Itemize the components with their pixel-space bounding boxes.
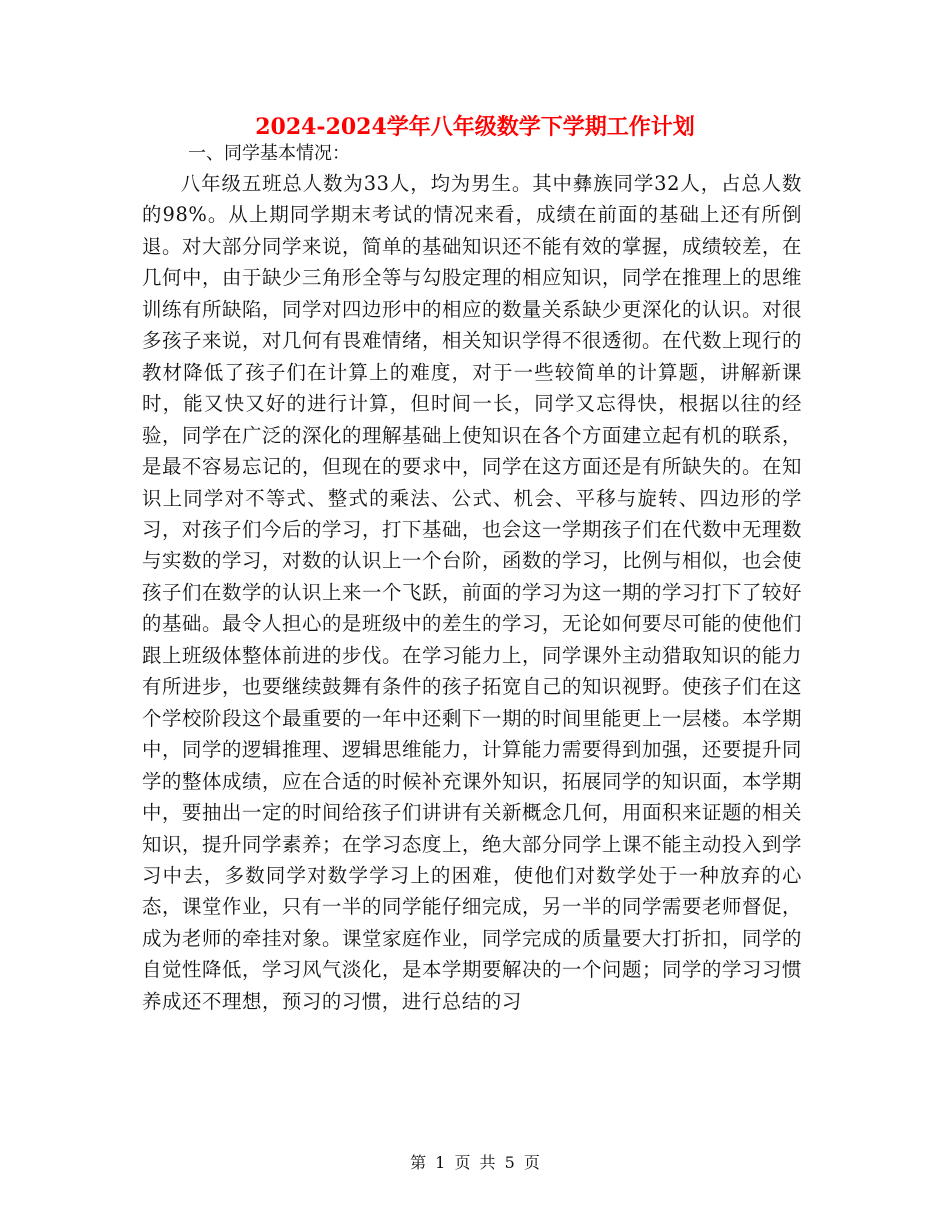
page-number-footer: 第 1 页 共 5 页	[410, 1153, 540, 1172]
section-heading: 一、同学基本情况：	[188, 143, 350, 164]
document-title: 2024-2024学年八年级数学下学期工作计划	[255, 114, 695, 140]
body-paragraph: 八年级五班总人数为33人，均为男生。其中彝族同学32人，占总人数的98%。从上期同学期末考试的情况来看，成绩在前面的基础上还有所倒退。对大部分同学来说，简单的基础知识还不能有效的掌握，成绩较差，在几何中，由于缺少三角形全等与勾股定理的相应知识，同学在推理上的思维训练有所缺陷，同学对四边形中的相应的数量关系缺少更深化的认识。对很多孩子来说，对几何有畏难情绪，相关知识学得不很透彻。在代数上现行的教材降低了孩子们在计算上的难度，对于一些较简单的计算题，讲解新课时，能又快又好的进行计算，但时间一长，同学又忘得快，根据以往的经验，同学在广泛的深化的理解基础上使知识在各个方面建立起有机的联系，是最不容易忘记的，但现在的要求中，同学在这方面还是有所缺失的。在知识上同学对不等式、整式的乘法、公式、机会、平移与旋转、四边形的学习，对孩子们今后的学习，打下基础，也会这一学期孩子们在代数中无理数与实数的学习，对数的认识上一个台阶，函数的学习，比例与相似，也会使孩子们在数学的认识上来一个飞跃，前面的学习为这一期的学习打下了较好的基础。最令人担心的是班级中的差生的学习，无论如何要尽可能的使他们跟上班级体整体前进的步伐。在学习能力上，同学课外主动猎取知识的能力有所进步，也要继续鼓舞有条件的孩子拓宽自己的知识视野。使孩子们在这个学校阶段这个最重要的一年中还剩下一期的时间里能更上一层楼。本学期中，同学的逻辑推理、逻辑思维能力，计算能力需要得到加强，还要提升同学的整体成绩，应在合适的时候补充课外知识，拓展同学的知识面，本学期中，要抽出一定的时间给孩子们讲讲有关新概念几何，用面积来证题的相关知识，提升同学素养；在学习态度上，绝大部分同学上课不能主动投入到学习中去，多数同学对数学学习上的困难，使他们对数学处于一种放弃的心态，课堂作业，只有一半的同学能仔细完成，另一半的同学需要老师督促，成为老师的牵挂对象。课堂家庭作业，同学完成的质量要大打折扣，同学的自觉性降低，学习风气淡化，是本学期要解决的一个问题；同学的学习习惯养成还不理想，预习的习惯，进行总结的习	[142, 172, 802, 1013]
